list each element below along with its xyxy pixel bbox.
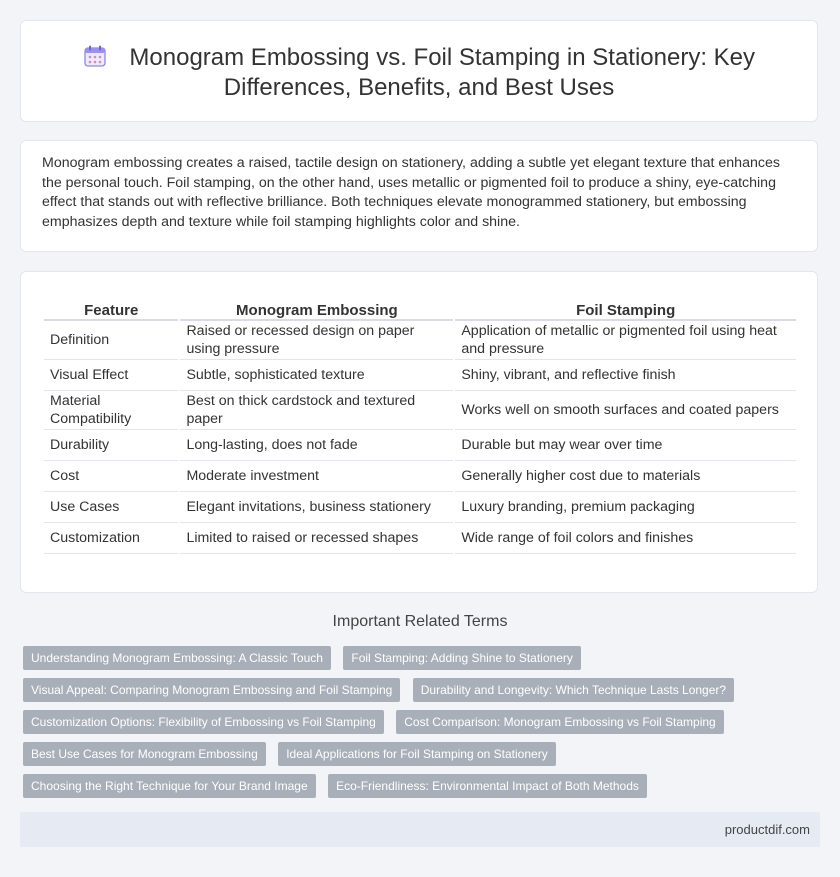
foil-cell: Luxury branding, premium packaging (455, 492, 796, 523)
table-row (44, 360, 796, 391)
feature-cell: Visual Effect (44, 360, 178, 391)
feature-cell: Material Compatibility (44, 391, 178, 430)
table-header-row (44, 297, 796, 321)
related-term-tag[interactable]: Eco-Friendliness: Environmental Impact of Both Methods (328, 774, 647, 798)
feature-cell: Cost (44, 461, 178, 492)
related-term-tag[interactable]: Choosing the Right Technique for Your Brand Image (23, 774, 316, 798)
embossing-cell: Raised or recessed design on paper using pressure (180, 321, 453, 360)
table-row (44, 492, 796, 523)
foil-cell: Wide range of foil colors and finishes (455, 523, 796, 554)
intro-paragraph: Monogram embossing creates a raised, tactile design on stationery, adding a subtle yet elegant texture that enhances the personal touch. Foil stamping, on the other hand, uses metallic or pigmented foil to produce a shiny, eye-catching effect that stands out with reflective brilliance. Both techniques elevate monogrammed stationery, but embossing emphasizes depth and texture while foil stamping highlights color and shine. (42, 155, 780, 230)
comparison-table-card (20, 271, 818, 593)
related-term-tag[interactable]: Durability and Longevity: Which Technique Lasts Longer? (413, 678, 734, 702)
table-row (44, 523, 796, 554)
feature-cell: Customization (44, 523, 178, 554)
related-terms-heading: Important Related Terms (332, 613, 508, 630)
foil-cell: Generally higher cost due to materials (455, 461, 796, 492)
intro-card (20, 140, 818, 252)
related-term-tag[interactable]: Cost Comparison: Monogram Embossing vs Foil Stamping (396, 710, 723, 734)
foil-cell: Durable but may wear over time (455, 430, 796, 461)
table-row (44, 391, 796, 430)
table-row (44, 461, 796, 492)
column-header-foil: Foil Stamping (455, 297, 796, 321)
foil-cell: Works well on smooth surfaces and coated papers (455, 391, 796, 430)
table-row (44, 321, 796, 360)
embossing-cell: Best on thick cardstock and textured paper (180, 391, 453, 430)
embossing-cell: Moderate investment (180, 461, 453, 492)
related-term-tag[interactable]: Foil Stamping: Adding Shine to Stationery (343, 646, 580, 670)
comparison-table (42, 297, 798, 554)
related-term-tag[interactable]: Visual Appeal: Comparing Monogram Embossing and Foil Stamping (23, 678, 400, 702)
feature-cell: Use Cases (44, 492, 178, 523)
related-term-tag[interactable]: Ideal Applications for Foil Stamping on Stationery (278, 742, 555, 766)
header-card (20, 20, 818, 122)
foil-cell: Application of metallic or pigmented foil using heat and pressure (455, 321, 796, 360)
page-title: Monogram Embossing vs. Foil Stamping in Stationery: Key Differences, Benefits, and Best Uses (129, 44, 756, 101)
embossing-cell: Subtle, sophisticated texture (180, 360, 453, 391)
column-header-feature: Feature (44, 297, 178, 321)
related-term-tag[interactable]: Best Use Cases for Monogram Embossing (23, 742, 266, 766)
title-wrap (61, 43, 777, 102)
footer-bar (20, 812, 820, 847)
table-row (44, 430, 796, 461)
related-term-tag[interactable]: Understanding Monogram Embossing: A Classic Touch (23, 646, 331, 670)
foil-cell: Shiny, vibrant, and reflective finish (455, 360, 796, 391)
embossing-cell: Long-lasting, does not fade (180, 430, 453, 461)
related-term-tag[interactable]: Customization Options: Flexibility of Embossing vs Foil Stamping (23, 710, 384, 734)
embossing-cell: Limited to raised or recessed shapes (180, 523, 453, 554)
embossing-cell: Elegant invitations, business stationery (180, 492, 453, 523)
feature-cell: Durability (44, 430, 178, 461)
calendar-icon (83, 44, 107, 73)
column-header-embossing: Monogram Embossing (180, 297, 453, 321)
site-name[interactable]: productdif.com (724, 822, 810, 837)
related-terms-list (23, 646, 823, 806)
feature-cell: Definition (44, 321, 178, 360)
